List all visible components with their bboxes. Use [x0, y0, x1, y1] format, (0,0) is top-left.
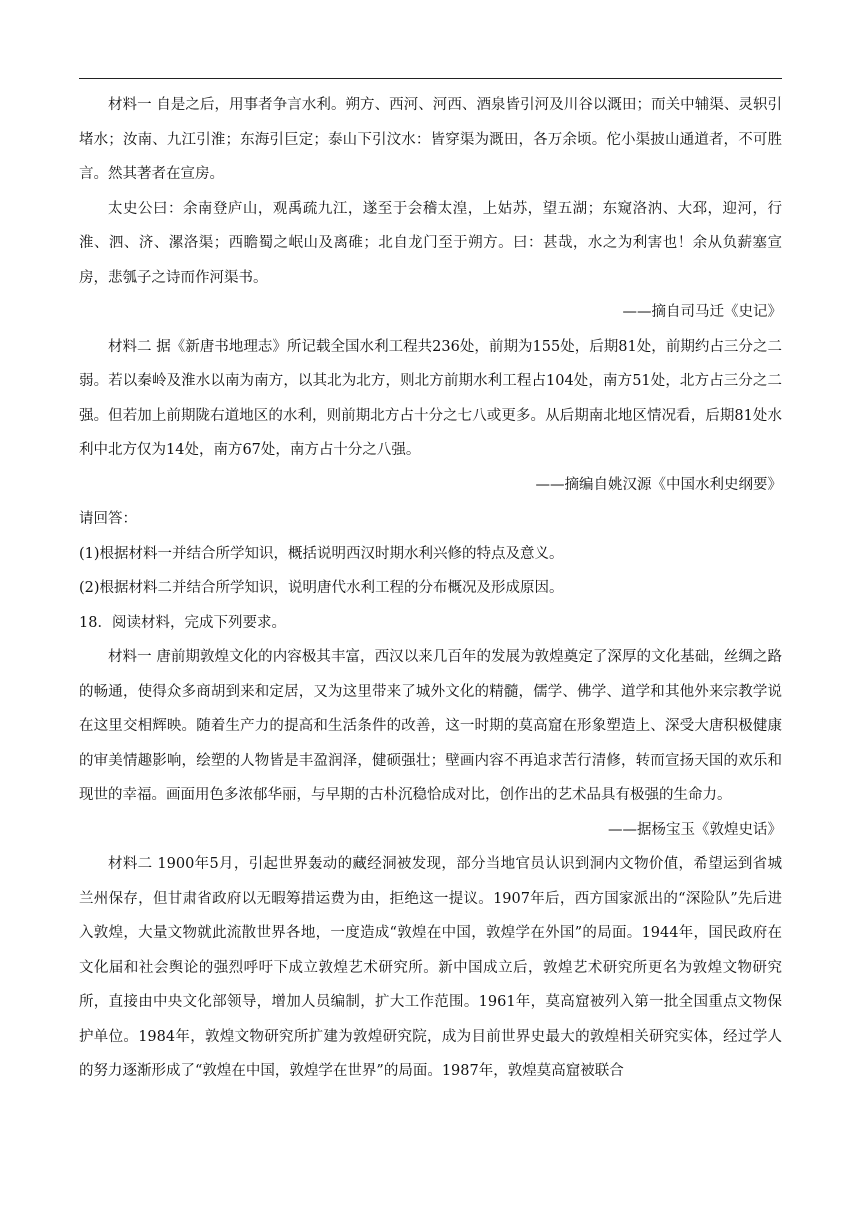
q17-material1-taishigong-paragraph: 太史公曰：余南登庐山，观禹疏九江，遂至于会稽太湟，上姑苏，望五湖；东窥洛汭、大邳，迎河，行淮、泗、济、漯洛渠；西瞻蜀之岷山及离碓；北自龙门至于朔方。曰：甚哉，水之为利害也！余从负薪塞宣房，悲瓠子之诗而作河渠书。: [79, 200, 782, 286]
q18-material2-paragraph: 材料二 1900年5月，引起世界轰动的藏经洞被发现，部分当地官员认识到洞内文物价值，希望运到省城兰州保存，但甘肃省政府以无暇筹措运费为由，拒绝这一提议。1907年后，西方国家派出的“深险队”先后进入敦煌，大量文物就此流散世界各地，一度造成“敦煌在中国，敦煌学在外国”的局面。1944年，国民政府在文化届和社会舆论的强烈呼吁下成立敦煌艺术研究所。新中国成立后，敦煌艺术研究所更名为敦煌文物研究所，直接由中央文化部领导，增加人员编制，扩大工作范围。1961年，莫高窟被列入第一批全国重点文物保护单位。1984年，敦煌文物研究所扩建为敦煌研究院，成为目前世界史最大的敦煌相关研究实体，经过学人的努力逐渐形成了“敦煌在中国，敦煌学在世界”的局面。1987年，敦煌莫高窟被联合: [79, 856, 782, 1079]
q17-material1-paragraph: 材料一 自是之后，用事者争言水利。朔方、西河、河西、酒泉皆引河及川谷以溉田；而关中辅渠、灵轵引堵水；汝南、九江引淮；东海引巨定；泰山下引汶水：皆穿渠为溉田，各万余顷。佗小渠披山通道者，不可胜言。然其著者在宣房。: [79, 97, 782, 182]
q17-subquestion-2: (2)根据材料二并结合所学知识，说明唐代水利工程的分布概况及形成原因。: [79, 580, 564, 596]
q17-material2-source: ——摘编自姚汉源《中国水利史纲要》: [535, 476, 782, 493]
q17-prompt: 请回答：: [79, 511, 137, 527]
q18-material1-paragraph: 材料一 唐前期敦煌文化的内容极其丰富，西汉以来几百年的发展为敦煌奠定了深厚的文化基础，丝绸之路的畅通，使得众多商胡到来和定居，又为这里带来了城外文化的精髓，儒学、佛学、道学和其他外来宗教学说在这里交相辉映。随着生产力的提高和生活条件的改善，这一时期的莫高窟在形象塑造上、深受大唐积极健康的审美情趣影响，绘塑的人物皆是丰盈润泽，健硕强壮；壁画内容不再追求苦行清修，转而宣扬天国的欢乐和现世的幸福。画面用色多浓郁华丽，与早期的古朴沉稳恰成对比，创作出的艺术品具有极强的生命力。: [79, 649, 782, 803]
document-body: [79, 88, 782, 1089]
q18-material1-source: ——据杨宝玉《敦煌史话》: [608, 821, 782, 838]
header-rule: [79, 78, 782, 79]
q17-subquestion-1: (1)根据材料一并结合所学知识，概括说明西汉时期水利兴修的特点及意义。: [79, 545, 564, 562]
q17-material2-paragraph: 材料二 据《新唐书地理志》所记载全国水利工程共236处，前期为155处，后期81处，前期约占三分之二弱。若以秦岭及淮水以南为南方，以其北为北方，则北方前期水利工程占104处，南方51处，北方占三分之二强。但若加上前期陇右道地区的水利，则前期北方占十分之七八或更多。从后期南北地区情况看，后期81处水利中北方仅为14处，南方67处，南方占十分之八强。: [79, 338, 782, 458]
q18-heading: 18．阅读材料，完成下列要求。: [79, 614, 286, 631]
q17-material1-source: ——摘自司马迁《史记》: [622, 304, 782, 320]
